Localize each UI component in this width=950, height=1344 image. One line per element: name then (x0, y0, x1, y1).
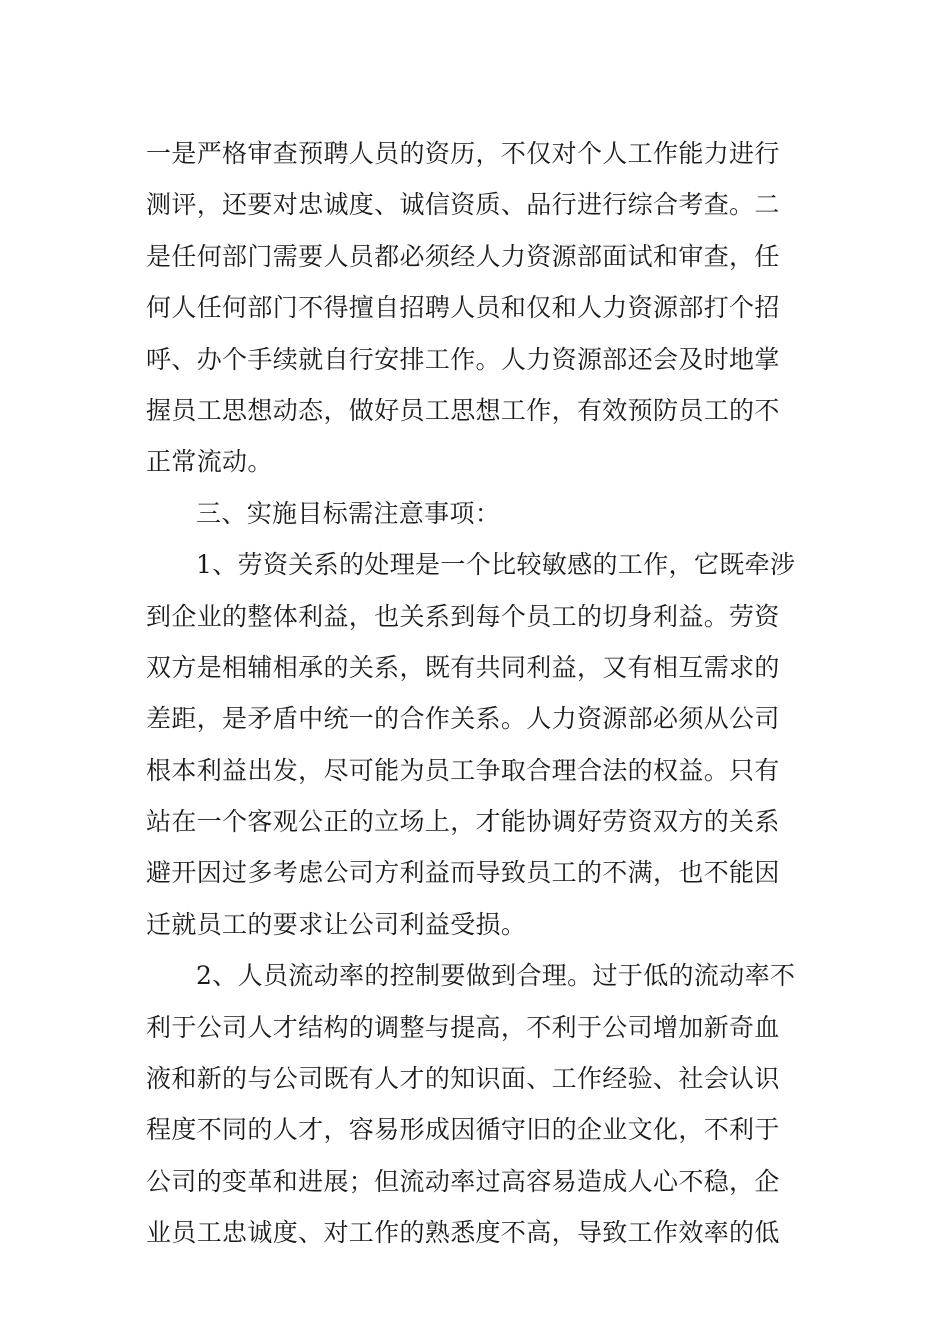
text-line: 业员工忠诚度、对工作的熟悉度不高，导致工作效率的低 (146, 1218, 780, 1248)
text-line: 测评，还要对忠诚度、诚信资质、品行进行综合考查。二 (146, 190, 780, 220)
text-line: 液和新的与公司既有人才的知识面、工作经验、社会认识 (146, 1064, 780, 1094)
text-line: 正常流动。 (146, 447, 273, 477)
text-line: 2、人员流动率的控制要做到合理。过于低的流动率不 (196, 961, 796, 991)
text-line: 到企业的整体利益，也关系到每个员工的切身利益。劳资 (146, 601, 780, 631)
text-line: 一是严格审查预聘人员的资历，不仅对个人工作能力进行 (146, 139, 780, 168)
text-line: 是任何部门需要人员都必须经人力资源部面试和审查，任 (146, 241, 780, 271)
text-line: 程度不同的人才，容易形成因循守旧的企业文化，不利于 (146, 1115, 780, 1145)
text-line: 呼、办个手续就自行安排工作。人力资源部还会及时地掌 (146, 344, 780, 374)
text-line: 利于公司人才结构的调整与提高，不利于公司增加新奇血 (146, 1012, 780, 1042)
text-line: 站在一个客观公正的立场上，才能协调好劳资双方的关系 (146, 807, 780, 837)
text-line: 握员工思想动态，做好员工思想工作，有效预防员工的不 (146, 395, 780, 425)
text-line: 迁就员工的要求让公司利益受损。 (146, 909, 527, 939)
text-line: 根本利益出发，尽可能为员工争取合理合法的权益。只有 (146, 755, 780, 785)
text-line: 公司的变革和进展；但流动率过高容易造成人心不稳，企 (146, 1166, 780, 1196)
text-line: 双方是相辅相承的关系，既有共同利益，又有相互需求的 (146, 652, 780, 682)
text-line: 避开因过多考虑公司方利益而导致员工的不满，也不能因 (146, 858, 780, 888)
text-line: 何人任何部门不得擅自招聘人员和仅和人力资源部打个招 (146, 293, 780, 323)
text-line: 差距，是矛盾中统一的合作关系。人力资源部必须从公司 (146, 704, 780, 734)
text-line: 1、劳资关系的处理是一个比较敏感的工作，它既牵涉 (196, 550, 796, 580)
body-text (146, 128, 816, 1259)
text-line: 三、实施目标需注意事项： (196, 498, 501, 528)
